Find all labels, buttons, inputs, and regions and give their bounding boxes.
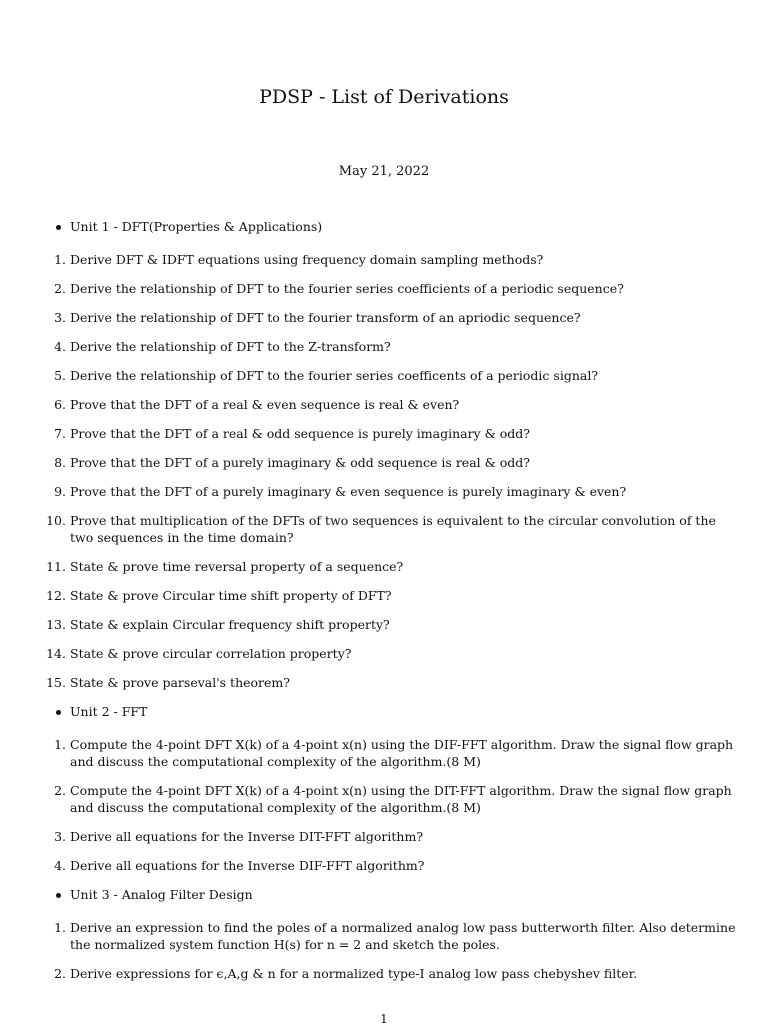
list-item: 5. Derive the relationship of DFT to the fourier series coefficents of a periodic signal? (54, 368, 599, 383)
unit3-list (48, 919, 736, 982)
list-item: 11. State & prove time reversal property of a sequence? (46, 559, 404, 574)
list-item: 3. Derive the relationship of DFT to the fourier transform of an apriodic sequence? (54, 310, 581, 325)
unit2-list (48, 736, 736, 874)
unit1-list (48, 251, 736, 691)
unit1-heading: Unit 1 - DFT(Properties & Applications) (48, 218, 736, 235)
list-item: 1. Derive DFT & IDFT equations using frequency domain sampling methods? (54, 252, 544, 267)
unit3-heading: Unit 3 - Analog Filter Design (48, 886, 736, 903)
list-item: 6. Prove that the DFT of a real & even sequence is real & even? (54, 397, 460, 412)
list-item: 8. Prove that the DFT of a purely imaginary & odd sequence is real & odd? (54, 455, 530, 470)
list-item: 4. Derive the relationship of DFT to the Z-transform? (54, 339, 391, 354)
list-item: 10. Prove that multiplication of the DFTs of two sequences is equivalent to the circular convolution of the two sequences in the time domain? (46, 513, 716, 545)
list-item: 2. Derive the relationship of DFT to the fourier series coefficients of a periodic sequence? (54, 281, 624, 296)
list-item: 15. State & prove parseval's theorem? (46, 675, 290, 690)
list-item: 7. Prove that the DFT of a real & odd sequence is purely imaginary & odd? (54, 426, 530, 441)
list-item: 2. Derive expressions for ϵ,A,g & n for a normalized type-I analog low pass chebyshev filter. (54, 966, 638, 981)
unit2-heading: Unit 2 - FFT (48, 703, 736, 720)
list-item: 3. Derive all equations for the Inverse DIT-FFT algorithm? (54, 829, 424, 844)
list-item: 1. Compute the 4-point DFT X(k) of a 4-point x(n) using the DIF-FFT algorithm. Draw the signal flow graph and discuss the computational complexity of the algorithm.(8 M) (54, 737, 734, 769)
list-item: 14. State & prove circular correlation property? (46, 646, 352, 661)
list-item: 13. State & explain Circular frequency shift property? (46, 617, 390, 632)
page-number: 1 (380, 1012, 388, 1026)
list-item: 1. Derive an expression to find the poles of a normalized analog low pass butterworth filter. Also determine the normalized system function H(s) for n = 2 and sketch the poles. (54, 920, 736, 952)
list-item: 2. Compute the 4-point DFT X(k) of a 4-point x(n) using the DIT-FFT algorithm. Draw the signal flow graph and discuss the computational complexity of the algorithm.(8 M) (54, 783, 732, 815)
derivation-list (48, 218, 736, 982)
document-date: May 21, 2022 (338, 164, 430, 179)
list-item: 12. State & prove Circular time shift property of DFT? (46, 588, 392, 603)
list-item: 9. Prove that the DFT of a purely imaginary & even sequence is purely imaginary & even? (54, 484, 627, 499)
list-item: 4. Derive all equations for the Inverse DIF-FFT algorithm? (54, 858, 425, 873)
document-title: PDSP - List of Derivations (259, 86, 509, 108)
